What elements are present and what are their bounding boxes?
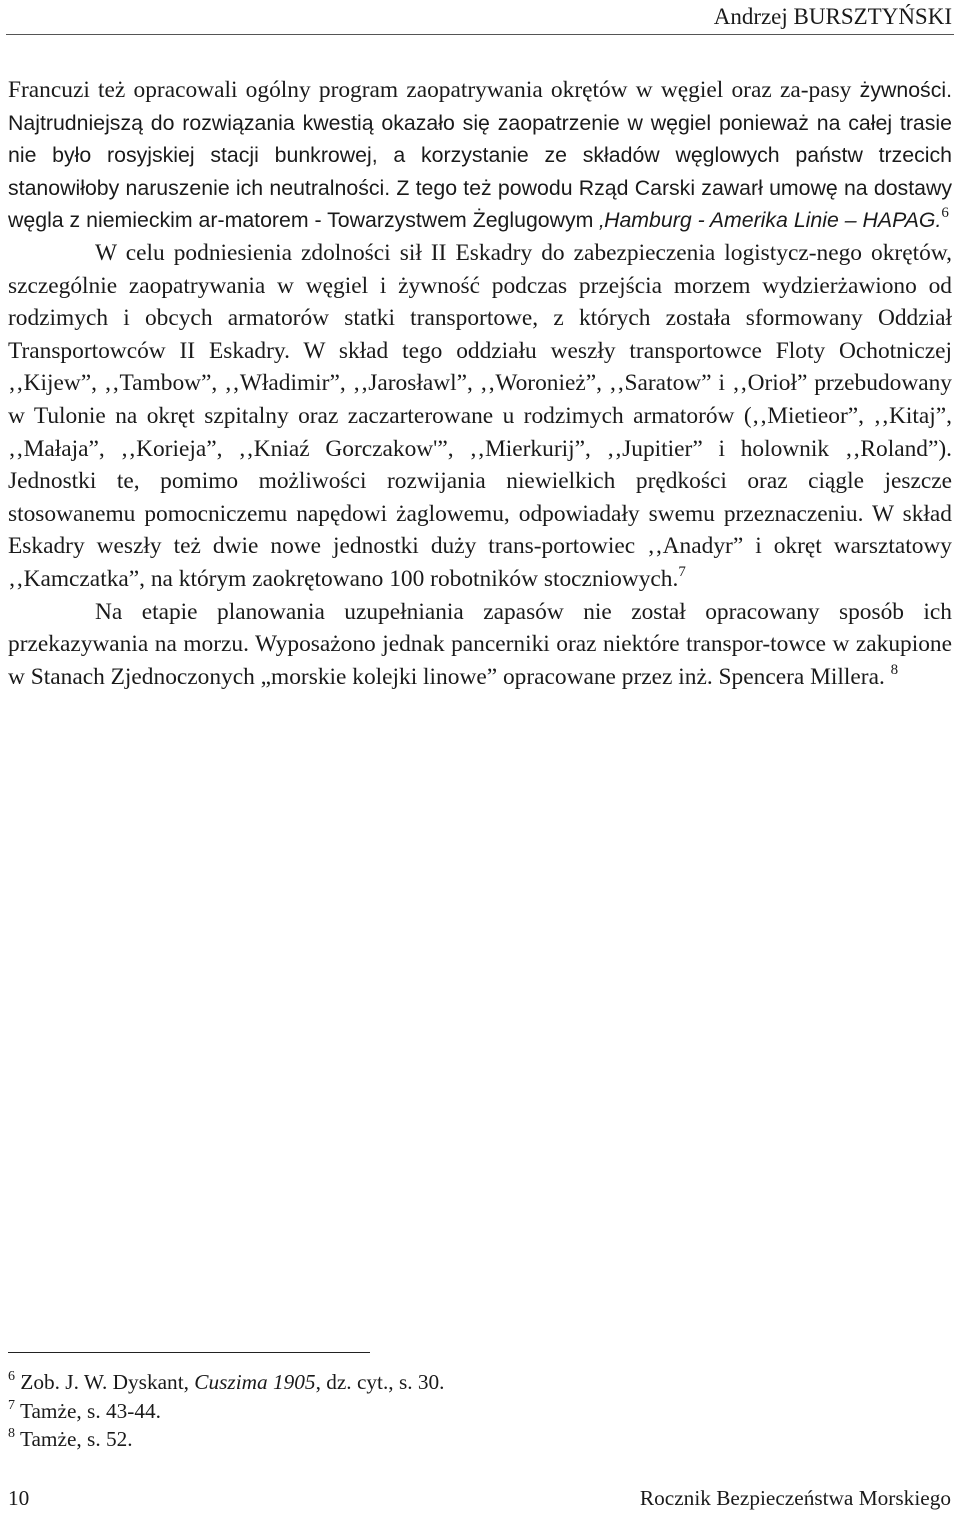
footnote-ref-8: 8 [890,661,899,678]
footnote-8 [8,1425,445,1454]
paragraph-1 [8,74,952,237]
header-divider [6,34,954,35]
paragraph-3-text: Na etapie planowania uzupełniania zapasów nie został opracowany sposób ich przekazywania na morzu. Wyposażono jednak pancerniki oraz niektóre transpor-towce w zakupione w Stanach Zjednoczonych „morskie kolejki linowe” opracowane przez inż. Spencera Millera. [8,598,952,690]
footnote-7 [8,1397,445,1426]
paragraph-1-serif-start: Francuzi też opracowali ogólny program zaopatrywania okrętów w węgiel oraz za-pasy [8,77,852,103]
footnote-divider [8,1352,370,1353]
footnote-number: 7 [8,1397,15,1413]
footnote-text-end: , dz. cyt., s. 30. [315,1370,445,1394]
main-text [8,74,952,693]
journal-title: Rocznik Bezpieczeństwa Morskiego [639,1486,951,1510]
footnote-number: 6 [8,1369,15,1384]
footnotes [8,1368,445,1454]
running-header-author: Andrzej BURSZTYŃSKI [713,4,952,29]
paragraph-2-text: W celu podniesienia zdolności sił II Eskadry do zabezpieczenia logistycz-nego okrętów, szczególnie zaopatrywania w węgiel i żywność podczas przejścia morzem wydzierżawiono od rodzimych i obcych armatorów statki transportowe, z których została sformowany Oddział Transportowców II Eskadry. W skład tego oddziału weszły transportowce Floty Ochotniczej ‚‚Kijew”, ‚‚Tambow”, ‚‚Władimir”, ‚‚Jarosławl”, ‚‚Woronież”, ‚‚Saratow” i ‚‚Orioł” przebudowany w Tulonie na okręt szpitalny oraz zaczarterowane u rodzimych armatorów (‚‚Mietieor”, ‚‚Kitaj”, ‚‚Małaja”, ‚‚Korieja”, ‚‚Kniaź Gorczakow'”, ‚‚Mierkurij”, ‚‚Jupitier” i holownik ‚‚Roland”). Jednostki te, pomimo możliwości rozwijania niewielkich prędkości oraz ciągle jeszcze stosowanemu pomocniczemu napędowi żaglowemu, odpowiadały swemu przeznaczeniu. W skład Eskadry weszły też dwie nowe jednostki duży trans-portowiec ‚‚Anadyr” i okręt warsztatowy ‚‚Kamczatka”, na którym zaokrętowano 100 robotników stoczniowych. [8,239,952,592]
paragraph-3 [8,596,952,694]
page-number: 10 [8,1486,30,1510]
footnote-ref-6: 6 [941,205,949,222]
footnote-book-title: Cuszima 1905 [194,1370,316,1394]
footnote-text: Tamże, s. 52. [19,1427,133,1452]
company-name-italic: ‚Hamburg - Amerika Linie – HAPAG. [599,208,942,233]
footnote-ref-7: 7 [678,563,686,580]
footnote-6 [8,1368,445,1397]
footnote-text: Zob. J. W. Dyskant, [20,1370,195,1394]
paragraph-2 [8,237,952,596]
footnote-number: 8 [8,1426,15,1442]
footnote-text: Tamże, s. 43-44. [19,1398,161,1423]
paragraph-1-sans-text: żywności. Najtrudniejszą do rozwiązania kwestią okazało się zaopatrzenie w węgiel ponieważ na całej trasie nie było rosyjskiej stacji bunkrowej, a korzystanie ze składów węglowych państw trzecich stanowiłoby naruszenie ich neutralności. Z tego też powodu Rząd Carski zawarł umowę na dostawy węgla z niemieckim ar-matorem - Towarzystwem Żeglugowym [8,78,952,233]
